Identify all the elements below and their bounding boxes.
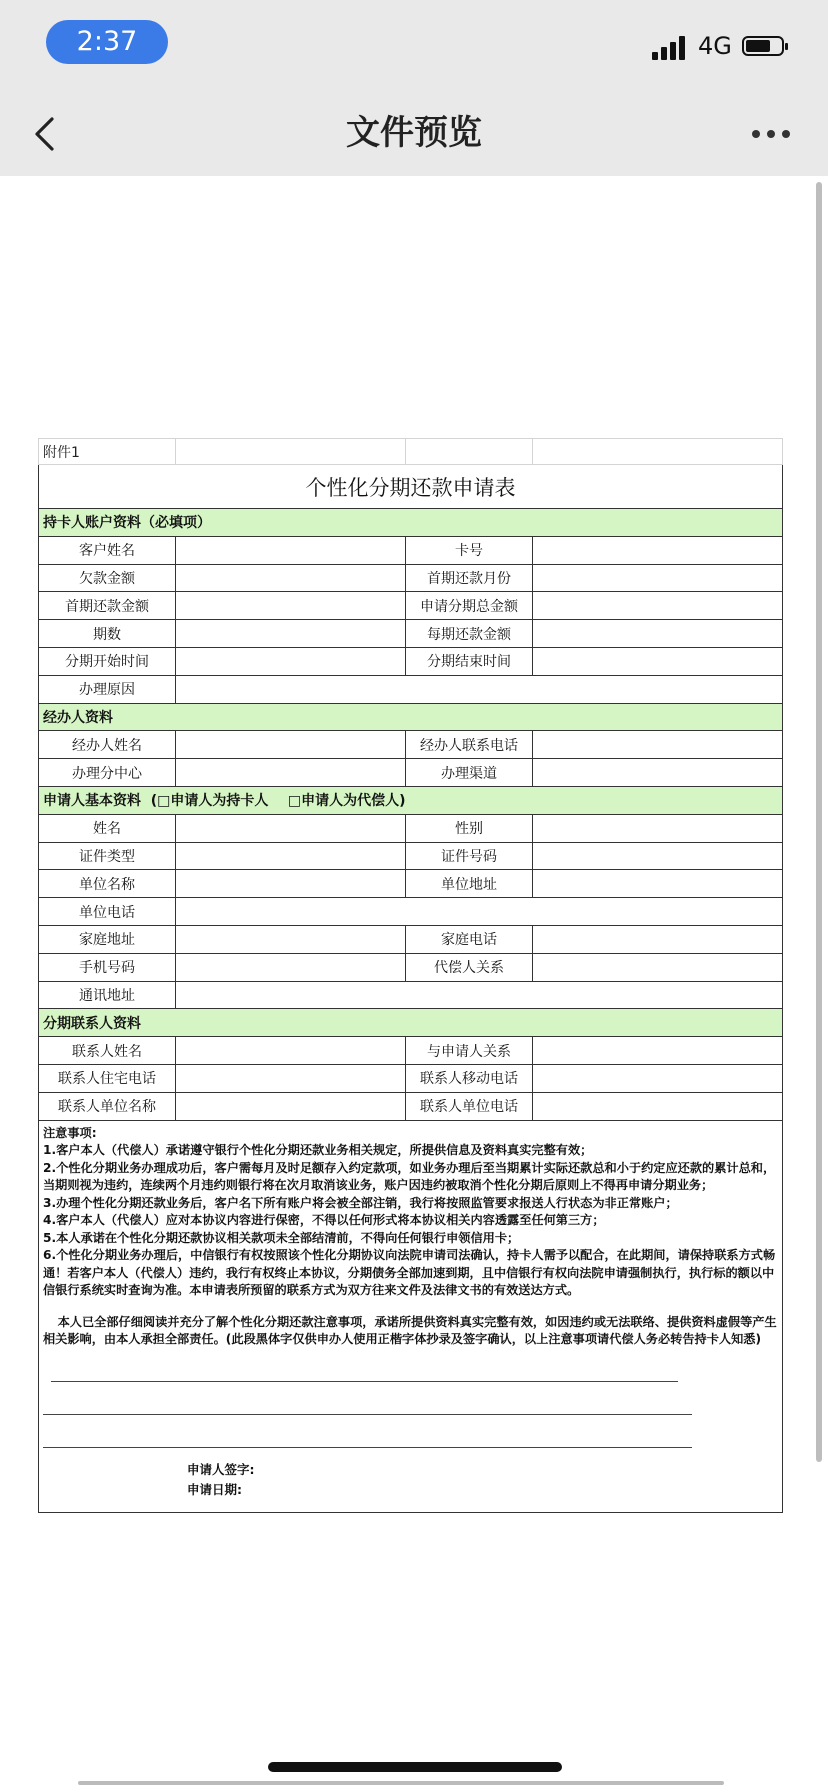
date-label: 申请日期: bbox=[187, 1481, 242, 1497]
field-label: 联系人单位电话 bbox=[406, 1092, 533, 1120]
field-value bbox=[176, 953, 406, 981]
form-title: 个性化分期还款申请表 bbox=[39, 465, 783, 509]
field-value bbox=[533, 870, 783, 898]
table-row bbox=[39, 842, 783, 870]
field-value bbox=[533, 731, 783, 759]
field-label: 联系人移动电话 bbox=[406, 1064, 533, 1092]
field-value bbox=[176, 1064, 406, 1092]
field-value bbox=[176, 814, 406, 842]
notes-title: 注意事项: bbox=[43, 1125, 97, 1140]
note-item: 4.客户本人（代偿人）应对本协议内容进行保密，不得以任何形式将本协议相关内容透露至任何第三方； bbox=[43, 1213, 605, 1228]
table-row bbox=[39, 1037, 783, 1065]
field-value bbox=[533, 620, 783, 648]
field-label: 代偿人关系 bbox=[406, 953, 533, 981]
field-label: 首期还款月份 bbox=[406, 564, 533, 592]
table-row bbox=[39, 592, 783, 620]
field-value bbox=[533, 759, 783, 787]
table-row bbox=[39, 953, 783, 981]
field-value bbox=[176, 842, 406, 870]
attachment-row bbox=[39, 439, 783, 465]
table-row bbox=[39, 620, 783, 648]
section-cardholder: 持卡人账户资料（必填项） bbox=[39, 509, 783, 537]
field-value bbox=[176, 620, 406, 648]
field-value bbox=[176, 564, 406, 592]
field-label: 首期还款金额 bbox=[39, 592, 176, 620]
field-value bbox=[533, 925, 783, 953]
field-value bbox=[533, 647, 783, 675]
field-label: 申请分期总金额 bbox=[406, 592, 533, 620]
notes-cell bbox=[39, 1120, 783, 1512]
field-value bbox=[176, 1037, 406, 1065]
form-title-row bbox=[39, 465, 783, 509]
table-row bbox=[39, 536, 783, 564]
field-label: 办理原因 bbox=[39, 675, 176, 703]
table-row bbox=[39, 1064, 783, 1092]
signal-icon bbox=[652, 36, 692, 60]
table-row bbox=[39, 647, 783, 675]
field-label: 单位电话 bbox=[39, 898, 176, 926]
field-value bbox=[176, 870, 406, 898]
field-value bbox=[176, 675, 783, 703]
status-time: 2:37 bbox=[46, 20, 168, 64]
field-value bbox=[176, 925, 406, 953]
field-label: 单位名称 bbox=[39, 870, 176, 898]
note-item: 3.办理个性化分期还款业务后，客户名下所有账户将会被全部注销，我行将按照监管要求报送人行状态为非正常账户； bbox=[43, 1195, 678, 1210]
section-applicant: 申请人基本资料 (□申请人为持卡人 □申请人为代偿人) bbox=[39, 786, 783, 814]
more-horizontal-icon[interactable] bbox=[752, 130, 792, 140]
field-label: 单位地址 bbox=[406, 870, 533, 898]
section-handler: 经办人资料 bbox=[39, 703, 783, 731]
field-value bbox=[533, 842, 783, 870]
signature-block bbox=[187, 1460, 778, 1500]
field-label: 卡号 bbox=[406, 536, 533, 564]
notes-row bbox=[39, 1120, 783, 1512]
field-label: 家庭电话 bbox=[406, 925, 533, 953]
field-value bbox=[176, 759, 406, 787]
note-item: 2.个性化分期业务办理成功后，客户需每月及时足额存入约定款项，如业务办理后至当期累计实际还款总和小于约定应还款的累计总和，当期则视为违约，连续两个月违约则银行将在次月取消该业务，账户因违约被取消个性化分期后原则上不得再申请分期业务； bbox=[43, 1160, 776, 1193]
status-bar bbox=[0, 0, 828, 92]
field-value bbox=[533, 1092, 783, 1120]
field-label: 每期还款金额 bbox=[406, 620, 533, 648]
field-label: 经办人姓名 bbox=[39, 731, 176, 759]
field-value bbox=[176, 647, 406, 675]
table-row bbox=[39, 731, 783, 759]
field-value bbox=[176, 981, 783, 1009]
field-value bbox=[533, 1037, 783, 1065]
network-type: 4G bbox=[698, 32, 732, 60]
field-value bbox=[176, 1092, 406, 1120]
field-value bbox=[176, 536, 406, 564]
battery-icon bbox=[742, 36, 784, 56]
section-contact: 分期联系人资料 bbox=[39, 1009, 783, 1037]
note-item: 6.个性化分期业务办理后，中信银行有权按照该个性化分期协议向法院申请司法确认，持卡人需予以配合，在此期间，请保持联系方式畅通！若客户本人（代偿人）违约，我行有权终止本协议，分期债务全部加速到期，且中信银行有权向法院申请强制执行，执行标的额以中信银行系统实时查询为准。本申请表所预留的联系方式为双方往来文件及法律文书的有效送达方式。 bbox=[43, 1248, 776, 1298]
table-row bbox=[39, 814, 783, 842]
field-label: 联系人姓名 bbox=[39, 1037, 176, 1065]
attachment-label: 附件1 bbox=[39, 439, 176, 465]
field-label: 联系人单位名称 bbox=[39, 1092, 176, 1120]
field-value bbox=[533, 536, 783, 564]
field-label: 性别 bbox=[406, 814, 533, 842]
signature-label: 申请人签字: bbox=[187, 1461, 255, 1477]
home-indicator[interactable] bbox=[268, 1762, 562, 1772]
field-value bbox=[533, 564, 783, 592]
copy-line bbox=[43, 1447, 692, 1448]
table-row bbox=[39, 759, 783, 787]
field-label: 经办人联系电话 bbox=[406, 731, 533, 759]
field-value bbox=[176, 592, 406, 620]
field-label: 证件类型 bbox=[39, 842, 176, 870]
field-label: 办理渠道 bbox=[406, 759, 533, 787]
field-label: 客户姓名 bbox=[39, 536, 176, 564]
table-row bbox=[39, 675, 783, 703]
field-label: 与申请人关系 bbox=[406, 1037, 533, 1065]
field-label: 手机号码 bbox=[39, 953, 176, 981]
field-label: 姓名 bbox=[39, 814, 176, 842]
field-value bbox=[533, 592, 783, 620]
field-label: 通讯地址 bbox=[39, 981, 176, 1009]
field-label: 家庭地址 bbox=[39, 925, 176, 953]
option-guarantor: □申请人为代偿人 bbox=[287, 793, 400, 810]
bottom-edge bbox=[78, 1781, 724, 1785]
field-value bbox=[533, 1064, 783, 1092]
copy-line bbox=[51, 1381, 678, 1382]
field-label: 办理分中心 bbox=[39, 759, 176, 787]
section-applicant-title: 申请人基本资料 bbox=[43, 793, 141, 810]
field-label: 证件号码 bbox=[406, 842, 533, 870]
table-row bbox=[39, 981, 783, 1009]
note-item: 1.客户本人（代偿人）承诺遵守银行个性化分期还款业务相关规定，所提供信息及资料真实完整有效； bbox=[43, 1143, 593, 1158]
table-row bbox=[39, 870, 783, 898]
field-label: 欠款金额 bbox=[39, 564, 176, 592]
note-item: 5.本人承诺在个性化分期还款协议相关款项未全部结清前，不得向任何银行申领信用卡； bbox=[43, 1230, 520, 1245]
copy-line bbox=[43, 1414, 692, 1415]
declaration-text: 本人已全部仔细阅读并充分了解个性化分期还款注意事项，承诺所提供资料真实完整有效，如因违约或无法联络、提供资料虚假等产生相关影响，由本人承担全部责任。(此段黑体字仅供申办人使用正楷字体抄录及签字确认，以上注意事项请代偿人务必转告持卡人知悉) bbox=[43, 1314, 777, 1347]
scrollbar[interactable] bbox=[816, 182, 822, 1462]
field-value bbox=[533, 814, 783, 842]
field-label: 联系人住宅电话 bbox=[39, 1064, 176, 1092]
table-row bbox=[39, 1092, 783, 1120]
page-title: 文件预览 bbox=[346, 113, 482, 153]
nav-bar bbox=[0, 92, 828, 176]
field-value bbox=[533, 953, 783, 981]
application-form bbox=[38, 438, 783, 1513]
field-label: 分期结束时间 bbox=[406, 647, 533, 675]
option-cardholder: □申请人为持卡人 bbox=[157, 793, 269, 810]
field-label: 分期开始时间 bbox=[39, 647, 176, 675]
table-row bbox=[39, 925, 783, 953]
field-value bbox=[176, 731, 406, 759]
table-row bbox=[39, 564, 783, 592]
field-value bbox=[176, 898, 783, 926]
table-row bbox=[39, 898, 783, 926]
field-label: 期数 bbox=[39, 620, 176, 648]
